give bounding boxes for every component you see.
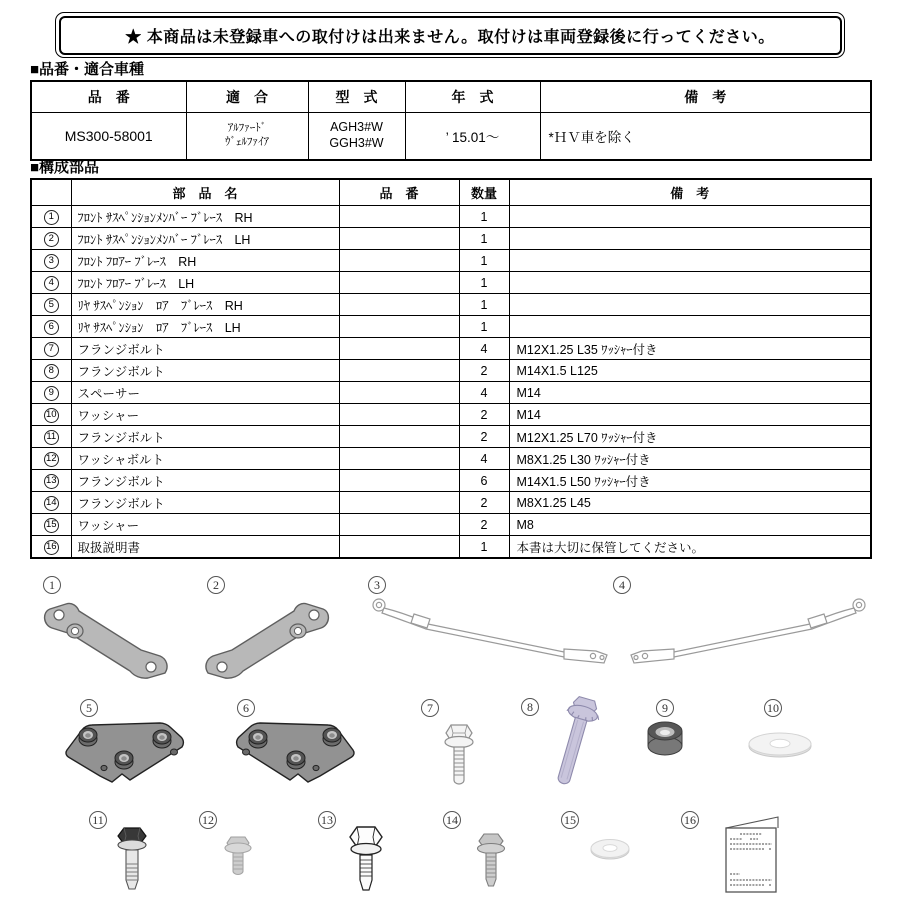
quantity-cell: 4: [459, 448, 509, 470]
fitment-remarks: *ＨＶ車を除く: [540, 113, 871, 161]
figure-label-3: 3: [368, 576, 386, 594]
part-number-cell: [339, 250, 459, 272]
table-row: [31, 272, 871, 294]
fitment-year: ’ 15.01～: [405, 113, 540, 161]
application-line1: ｱﾙﾌｧｰﾄﾞ: [227, 122, 267, 135]
warning-text: ★ 本商品は未登録車への取付けは出来ません。取付けは車両登録後に行ってください。: [59, 16, 842, 55]
quantity-cell: 6: [459, 470, 509, 492]
figure-label-11: 11: [89, 811, 107, 829]
components-header-no: [31, 179, 71, 206]
flange-bolt-m8-l45-figure: [470, 830, 512, 892]
front-floor-brace-rh-figure: [366, 592, 616, 670]
table-row: [31, 536, 871, 559]
remarks-cell: [509, 228, 871, 250]
model-line2: GGH3#W: [329, 136, 384, 150]
quantity-cell: 2: [459, 426, 509, 448]
part-number-cell: [339, 492, 459, 514]
quantity-cell: 2: [459, 514, 509, 536]
remarks-cell: M8X1.25 L45: [509, 492, 871, 514]
front-suspension-member-brace-rh-figure: [35, 598, 175, 683]
part-name-cell: ワッシャー: [71, 404, 339, 426]
table-row: [31, 206, 871, 228]
table-row: [31, 514, 871, 536]
figure-label-2: 2: [207, 576, 225, 594]
components-section-title: ■構成部品: [30, 159, 100, 176]
table-row: [31, 448, 871, 470]
remarks-cell: [509, 316, 871, 338]
figure-label-15: 15: [561, 811, 579, 829]
part-name-cell: 取扱説明書: [71, 536, 339, 559]
part-name-cell: ﾌﾛﾝﾄ ﾌﾛｱｰ ﾌﾞﾚｰｽ RH: [71, 250, 339, 272]
figure-label-6: 6: [237, 699, 255, 717]
fitment-data-row: [31, 113, 871, 161]
table-row: [31, 250, 871, 272]
remarks-cell: M14X1.5 L50 ﾜｯｼｬｰ付き: [509, 470, 871, 492]
table-row: [31, 470, 871, 492]
table-row: [31, 228, 871, 250]
part-number-cell: [339, 272, 459, 294]
part-name-cell: フランジボルト: [71, 426, 339, 448]
quantity-cell: 1: [459, 272, 509, 294]
flange-bolt-m14-l50-figure: [342, 824, 390, 898]
remarks-cell: M14: [509, 404, 871, 426]
figure-label-8: 8: [521, 698, 539, 716]
part-name-cell: フランジボルト: [71, 492, 339, 514]
rear-suspension-lower-brace-rh-figure: [60, 712, 192, 796]
fitment-section-title: ■品番・適合車種: [30, 61, 145, 78]
row-number-badge: 9: [44, 386, 59, 401]
table-row: [31, 338, 871, 360]
fitment-header-remarks: 備 考: [540, 81, 871, 113]
remarks-cell: M14: [509, 382, 871, 404]
figure-label-5: 5: [80, 699, 98, 717]
remarks-cell: [509, 206, 871, 228]
washer-bolt-m8-l30-figure: [216, 833, 260, 881]
part-number-cell: [339, 514, 459, 536]
remarks-cell: M8: [509, 514, 871, 536]
table-row: [31, 316, 871, 338]
part-name-cell: スペーサー: [71, 382, 339, 404]
part-name-cell: ﾘﾔ ｻｽﾍﾟﾝｼｮﾝ ﾛｱ ﾌﾞﾚｰｽ RH: [71, 294, 339, 316]
part-name-cell: ﾌﾛﾝﾄ ﾌﾛｱｰ ﾌﾞﾚｰｽ LH: [71, 272, 339, 294]
quantity-cell: 1: [459, 316, 509, 338]
fitment-header-year: 年 式: [405, 81, 540, 113]
part-number-cell: [339, 338, 459, 360]
table-row: [31, 492, 871, 514]
table-row: [31, 382, 871, 404]
row-number-badge: 10: [44, 408, 59, 423]
part-name-cell: フランジボルト: [71, 470, 339, 492]
part-number-cell: [339, 426, 459, 448]
table-row: [31, 294, 871, 316]
part-name-cell: フランジボルト: [71, 360, 339, 382]
part-name-cell: フランジボルト: [71, 338, 339, 360]
fitment-header-application: 適 合: [186, 81, 308, 113]
part-number-cell: [339, 294, 459, 316]
part-name-cell: ﾌﾛﾝﾄ ｻｽﾍﾟﾝｼｮﾝﾒﾝﾊﾞｰ ﾌﾞﾚｰｽ RH: [71, 206, 339, 228]
table-row: [31, 404, 871, 426]
application-line2: ｳﾞｪﾙﾌｧｲｱ: [225, 136, 269, 148]
row-number-badge: 13: [44, 474, 59, 489]
part-number-cell: [339, 536, 459, 559]
figure-label-13: 13: [318, 811, 336, 829]
figure-label-12: 12: [199, 811, 217, 829]
part-number-cell: [339, 448, 459, 470]
figure-label-9: 9: [656, 699, 674, 717]
row-number-badge: 6: [44, 320, 59, 335]
fitment-model: [308, 113, 405, 161]
part-name-cell: ﾌﾛﾝﾄ ｻｽﾍﾟﾝｼｮﾝﾒﾝﾊﾞｰ ﾌﾞﾚｰｽ LH: [71, 228, 339, 250]
fitment-part-number: MS300-58001: [31, 113, 186, 161]
components-header-part-no: 品 番: [339, 179, 459, 206]
rear-suspension-lower-brace-lh-figure: [228, 712, 360, 796]
quantity-cell: 1: [459, 206, 509, 228]
figure-label-16: 16: [681, 811, 699, 829]
remarks-cell: [509, 272, 871, 294]
fitment-header-row: [31, 81, 871, 113]
fitment-header-part-no: 品 番: [31, 81, 186, 113]
row-number-badge: 7: [44, 342, 59, 357]
row-number-badge: 2: [44, 232, 59, 247]
figure-label-1: 1: [43, 576, 61, 594]
warning-banner: [55, 12, 845, 58]
components-table: [30, 178, 872, 559]
flange-bolt-m12-l70-figure: [110, 824, 154, 896]
part-number-cell: [339, 404, 459, 426]
part-number-cell: [339, 206, 459, 228]
part-number-cell: [339, 470, 459, 492]
flange-bolt-m12-l35-figure: [438, 720, 480, 790]
remarks-cell: M12X1.25 L35 ﾜｯｼｬｰ付き: [509, 338, 871, 360]
row-number-badge: 15: [44, 518, 59, 533]
row-number-badge: 14: [44, 496, 59, 511]
components-header-name: 部 品 名: [71, 179, 339, 206]
part-name-cell: ﾘﾔ ｻｽﾍﾟﾝｼｮﾝ ﾛｱ ﾌﾞﾚｰｽ LH: [71, 316, 339, 338]
quantity-cell: 2: [459, 360, 509, 382]
figure-label-14: 14: [443, 811, 461, 829]
figure-label-4: 4: [613, 576, 631, 594]
quantity-cell: 1: [459, 250, 509, 272]
front-suspension-member-brace-lh-figure: [198, 598, 338, 683]
quantity-cell: 2: [459, 492, 509, 514]
part-number-cell: [339, 382, 459, 404]
row-number-badge: 16: [44, 540, 59, 555]
row-number-badge: 11: [44, 430, 59, 445]
row-number-badge: 4: [44, 276, 59, 291]
washer-m14-figure: [746, 730, 814, 760]
components-header-remarks: 備 考: [509, 179, 871, 206]
front-floor-brace-lh-figure: [622, 592, 872, 670]
part-number-cell: [339, 360, 459, 382]
quantity-cell: 4: [459, 338, 509, 360]
table-row: [31, 426, 871, 448]
row-number-badge: 12: [44, 452, 59, 467]
part-number-cell: [339, 316, 459, 338]
components-header-qty: 数量: [459, 179, 509, 206]
row-number-badge: 3: [44, 254, 59, 269]
instruction-manual-figure: [716, 812, 788, 896]
flange-bolt-m14-l125-figure: [538, 694, 610, 794]
quantity-cell: 1: [459, 294, 509, 316]
row-number-badge: 8: [44, 364, 59, 379]
components-header-row: [31, 179, 871, 206]
figure-label-10: 10: [764, 699, 782, 717]
remarks-cell: M12X1.25 L70 ﾜｯｼｬｰ付き: [509, 426, 871, 448]
model-line1: AGH3#W: [330, 120, 383, 135]
fitment-header-model: 型 式: [308, 81, 405, 113]
remarks-cell: [509, 294, 871, 316]
remarks-cell: [509, 250, 871, 272]
fitment-application: [186, 113, 308, 161]
quantity-cell: 1: [459, 228, 509, 250]
fitment-table: [30, 80, 872, 161]
row-number-badge: 5: [44, 298, 59, 313]
quantity-cell: 2: [459, 404, 509, 426]
table-row: [31, 360, 871, 382]
spacer-m14-figure: [642, 718, 688, 760]
remarks-cell: M14X1.5 L125: [509, 360, 871, 382]
washer-m8-figure: [588, 836, 632, 862]
quantity-cell: 4: [459, 382, 509, 404]
quantity-cell: 1: [459, 536, 509, 559]
part-name-cell: ワッシャー: [71, 514, 339, 536]
part-number-cell: [339, 228, 459, 250]
figure-label-7: 7: [421, 699, 439, 717]
remarks-cell: M8X1.25 L30 ﾜｯｼｬｰ付き: [509, 448, 871, 470]
part-name-cell: ワッシャボルト: [71, 448, 339, 470]
row-number-badge: 1: [44, 210, 59, 225]
remarks-cell: 本書は大切に保管してください。: [509, 536, 871, 559]
